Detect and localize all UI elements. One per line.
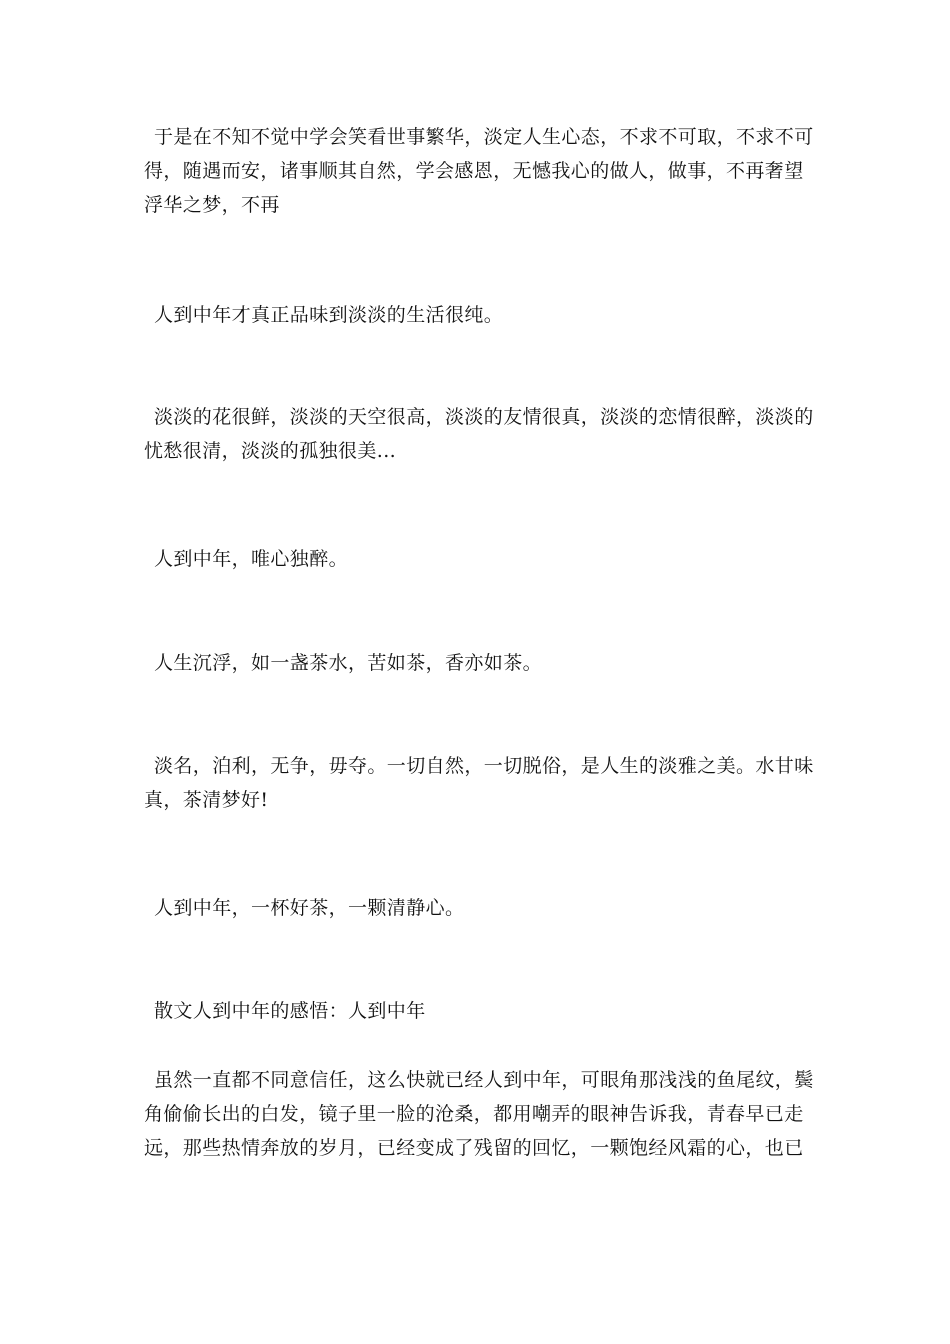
section-heading: 散文人到中年的感悟：人到中年: [154, 1000, 426, 1022]
paragraph-letting-go: 于是在不知不觉中学会笑看世事繁华，淡定人生心态，不求不可取，不求不可得，随遇而安，诸事顺其自然，学会感恩，无憾我心的做人，做事，不再奢望浮华之梦，不再: [144, 126, 814, 216]
paragraph-heart-alone: 人到中年，唯心独醉。: [154, 548, 349, 570]
paragraph-plainness-list: 淡淡的花很鲜，淡淡的天空很高，淡淡的友情很真，淡淡的恋情很醉，淡淡的忧愁很清，淡淡的孤独很美...: [144, 406, 814, 462]
paragraph-tea-life: 人生沉浮，如一盏茶水，苦如茶，香亦如茶。: [154, 652, 543, 674]
paragraph-elegance: 淡名，泊利，无争，毋夺。一切自然，一切脱俗，是人生的淡雅之美。水甘味真，茶清梦好!: [144, 755, 814, 811]
paragraph-plain-life: 人到中年才真正品味到淡淡的生活很纯。: [154, 304, 504, 326]
paragraph-good-tea: 人到中年，一杯好茶，一颗清静心。: [154, 897, 465, 919]
paragraph-middle-age-reflection: 虽然一直都不同意信任，这么快就已经人到中年，可眼角那浅浅的鱼尾纹，鬓角偷偷长出的白发，镜子里一脸的沧桑，都用嘲弄的眼神告诉我，青春早已走远，那些热情奔放的岁月，已经变成了残留的回忆，一颗饱经风霜的心，也已: [144, 1069, 814, 1159]
